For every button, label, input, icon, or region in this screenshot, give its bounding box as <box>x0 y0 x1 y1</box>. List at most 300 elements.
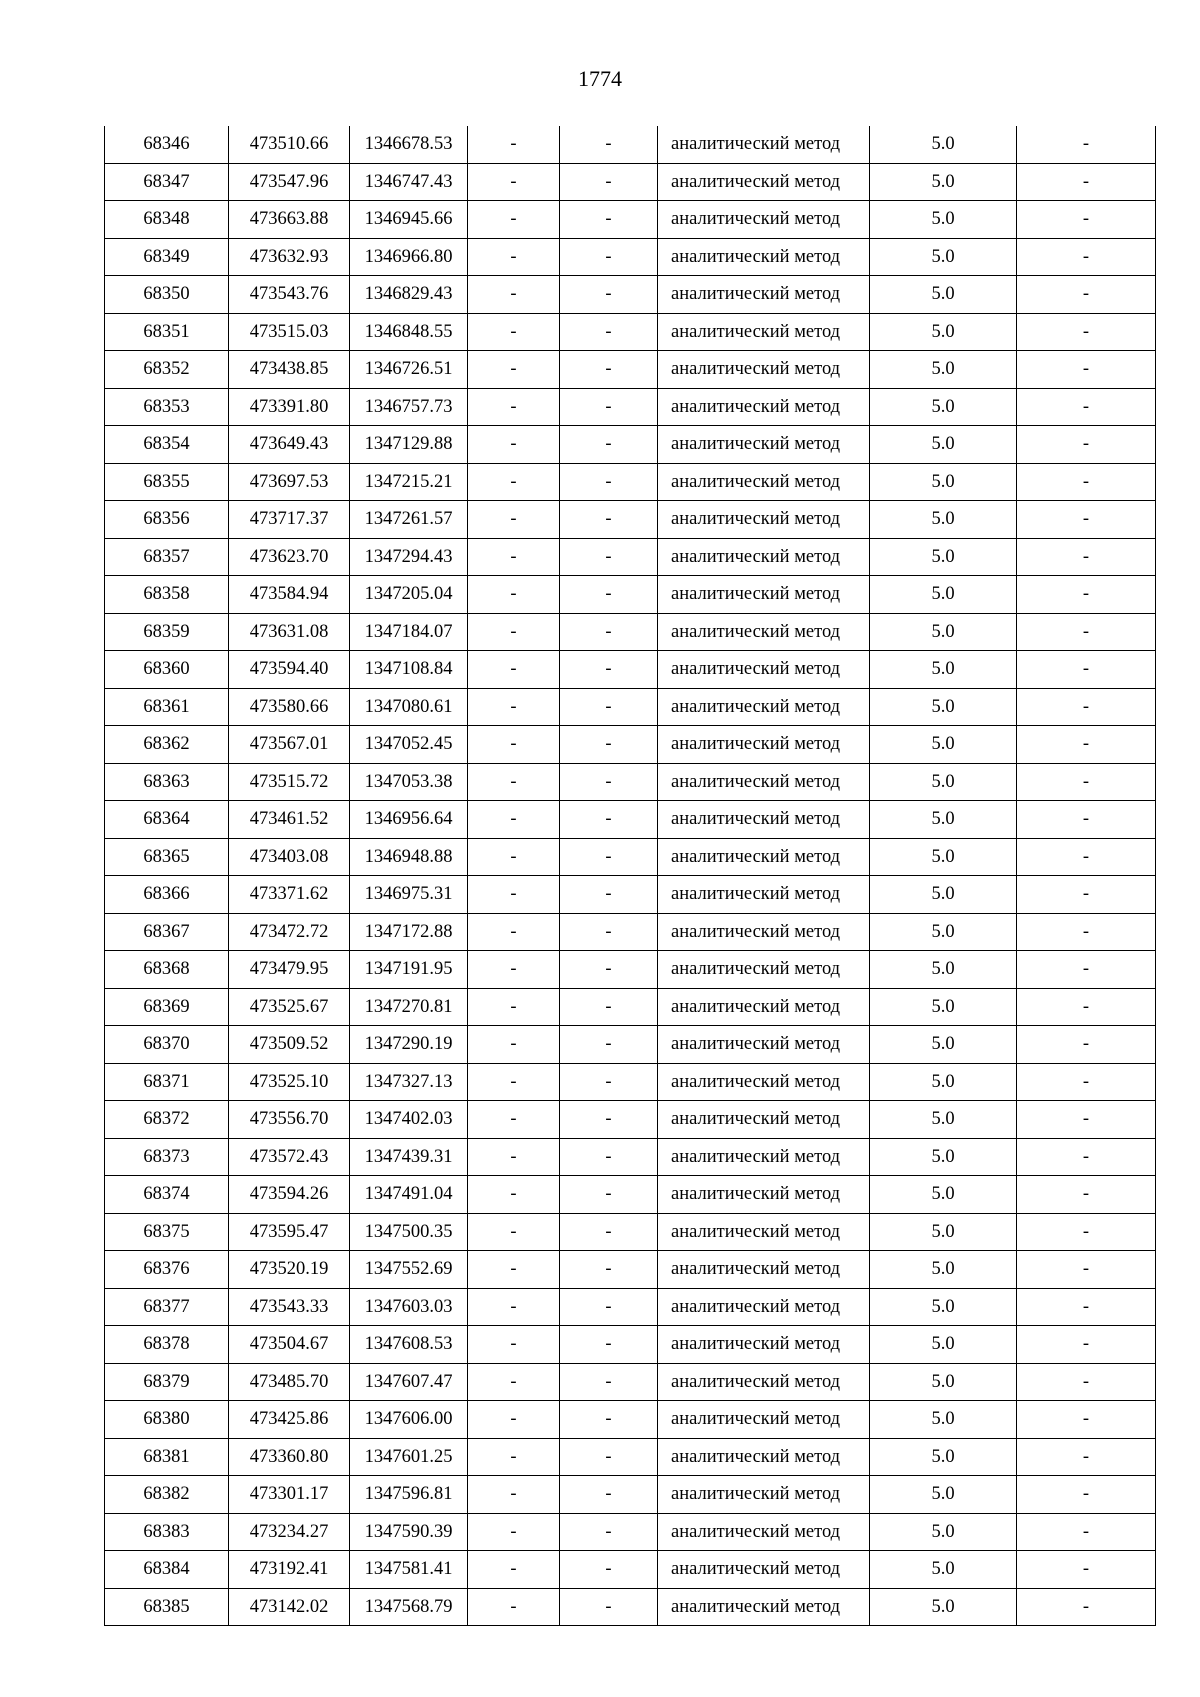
method-cell: аналитический метод <box>658 613 870 651</box>
empty-value-cell: - <box>560 876 658 914</box>
x-coordinate-cell: 473663.88 <box>229 201 350 239</box>
point-number-cell: 68352 <box>105 351 229 389</box>
empty-value-cell: - <box>1017 1063 1156 1101</box>
point-number-cell: 68372 <box>105 1101 229 1139</box>
empty-value-cell: - <box>468 538 560 576</box>
empty-value-cell: - <box>1017 276 1156 314</box>
empty-value-cell: - <box>468 1551 560 1589</box>
y-coordinate-cell: 1347327.13 <box>350 1063 468 1101</box>
empty-value-cell: - <box>468 351 560 389</box>
y-coordinate-cell: 1347294.43 <box>350 538 468 576</box>
method-cell: аналитический метод <box>658 1288 870 1326</box>
table-row <box>105 313 1156 351</box>
y-coordinate-cell: 1347053.38 <box>350 763 468 801</box>
empty-value-cell: - <box>468 1288 560 1326</box>
x-coordinate-cell: 473461.52 <box>229 801 350 839</box>
x-coordinate-cell: 473485.70 <box>229 1363 350 1401</box>
point-number-cell: 68359 <box>105 613 229 651</box>
empty-value-cell: - <box>1017 1438 1156 1476</box>
accuracy-cell: 5.0 <box>870 988 1017 1026</box>
accuracy-cell: 5.0 <box>870 126 1017 163</box>
empty-value-cell: - <box>560 576 658 614</box>
table-row <box>105 1063 1156 1101</box>
empty-value-cell: - <box>1017 538 1156 576</box>
point-number-cell: 68365 <box>105 838 229 876</box>
empty-value-cell: - <box>468 1588 560 1626</box>
x-coordinate-cell: 473567.01 <box>229 726 350 764</box>
y-coordinate-cell: 1347439.31 <box>350 1138 468 1176</box>
empty-value-cell: - <box>560 913 658 951</box>
table-row <box>105 238 1156 276</box>
table-row <box>105 1176 1156 1214</box>
empty-value-cell: - <box>560 126 658 163</box>
empty-value-cell: - <box>560 388 658 426</box>
point-number-cell: 68376 <box>105 1251 229 1289</box>
table-row <box>105 1476 1156 1514</box>
y-coordinate-cell: 1347402.03 <box>350 1101 468 1139</box>
empty-value-cell: - <box>468 126 560 163</box>
accuracy-cell: 5.0 <box>870 201 1017 239</box>
empty-value-cell: - <box>1017 1588 1156 1626</box>
empty-value-cell: - <box>560 763 658 801</box>
empty-value-cell: - <box>468 688 560 726</box>
accuracy-cell: 5.0 <box>870 1063 1017 1101</box>
accuracy-cell: 5.0 <box>870 351 1017 389</box>
empty-value-cell: - <box>1017 688 1156 726</box>
y-coordinate-cell: 1347568.79 <box>350 1588 468 1626</box>
accuracy-cell: 5.0 <box>870 163 1017 201</box>
empty-value-cell: - <box>468 1026 560 1064</box>
table-row <box>105 1288 1156 1326</box>
empty-value-cell: - <box>1017 876 1156 914</box>
x-coordinate-cell: 473631.08 <box>229 613 350 651</box>
x-coordinate-cell: 473649.43 <box>229 426 350 464</box>
y-coordinate-cell: 1347590.39 <box>350 1513 468 1551</box>
accuracy-cell: 5.0 <box>870 1026 1017 1064</box>
accuracy-cell: 5.0 <box>870 651 1017 689</box>
method-cell: аналитический метод <box>658 651 870 689</box>
empty-value-cell: - <box>560 501 658 539</box>
table-row <box>105 838 1156 876</box>
accuracy-cell: 5.0 <box>870 313 1017 351</box>
method-cell: аналитический метод <box>658 351 870 389</box>
table-row <box>105 1588 1156 1626</box>
empty-value-cell: - <box>1017 463 1156 501</box>
empty-value-cell: - <box>560 1026 658 1064</box>
empty-value-cell: - <box>1017 1026 1156 1064</box>
point-number-cell: 68385 <box>105 1588 229 1626</box>
empty-value-cell: - <box>560 801 658 839</box>
method-cell: аналитический метод <box>658 538 870 576</box>
x-coordinate-cell: 473580.66 <box>229 688 350 726</box>
table-row <box>105 876 1156 914</box>
x-coordinate-cell: 473438.85 <box>229 351 350 389</box>
accuracy-cell: 5.0 <box>870 913 1017 951</box>
table-row <box>105 351 1156 389</box>
x-coordinate-cell: 473594.26 <box>229 1176 350 1214</box>
empty-value-cell: - <box>1017 501 1156 539</box>
empty-value-cell: - <box>560 651 658 689</box>
y-coordinate-cell: 1347581.41 <box>350 1551 468 1589</box>
point-number-cell: 68360 <box>105 651 229 689</box>
empty-value-cell: - <box>468 1476 560 1514</box>
y-coordinate-cell: 1346678.53 <box>350 126 468 163</box>
accuracy-cell: 5.0 <box>870 238 1017 276</box>
empty-value-cell: - <box>468 1401 560 1439</box>
method-cell: аналитический метод <box>658 1101 870 1139</box>
point-number-cell: 68356 <box>105 501 229 539</box>
empty-value-cell: - <box>468 1063 560 1101</box>
empty-value-cell: - <box>560 1551 658 1589</box>
y-coordinate-cell: 1347491.04 <box>350 1176 468 1214</box>
accuracy-cell: 5.0 <box>870 876 1017 914</box>
empty-value-cell: - <box>468 1101 560 1139</box>
empty-value-cell: - <box>468 651 560 689</box>
table-row <box>105 201 1156 239</box>
empty-value-cell: - <box>560 1401 658 1439</box>
method-cell: аналитический метод <box>658 201 870 239</box>
empty-value-cell: - <box>560 1063 658 1101</box>
empty-value-cell: - <box>1017 388 1156 426</box>
y-coordinate-cell: 1346829.43 <box>350 276 468 314</box>
method-cell: аналитический метод <box>658 163 870 201</box>
x-coordinate-cell: 473697.53 <box>229 463 350 501</box>
table-row <box>105 1513 1156 1551</box>
empty-value-cell: - <box>560 201 658 239</box>
method-cell: аналитический метод <box>658 688 870 726</box>
method-cell: аналитический метод <box>658 1176 870 1214</box>
x-coordinate-cell: 473504.67 <box>229 1326 350 1364</box>
table-row <box>105 388 1156 426</box>
empty-value-cell: - <box>468 163 560 201</box>
y-coordinate-cell: 1347603.03 <box>350 1288 468 1326</box>
empty-value-cell: - <box>560 613 658 651</box>
empty-value-cell: - <box>560 1363 658 1401</box>
accuracy-cell: 5.0 <box>870 801 1017 839</box>
empty-value-cell: - <box>468 388 560 426</box>
table-row <box>105 1213 1156 1251</box>
empty-value-cell: - <box>468 501 560 539</box>
empty-value-cell: - <box>468 1138 560 1176</box>
point-number-cell: 68351 <box>105 313 229 351</box>
accuracy-cell: 5.0 <box>870 1438 1017 1476</box>
accuracy-cell: 5.0 <box>870 1326 1017 1364</box>
empty-value-cell: - <box>468 1251 560 1289</box>
empty-value-cell: - <box>468 838 560 876</box>
method-cell: аналитический метод <box>658 1213 870 1251</box>
empty-value-cell: - <box>560 1176 658 1214</box>
point-number-cell: 68363 <box>105 763 229 801</box>
empty-value-cell: - <box>560 1138 658 1176</box>
empty-value-cell: - <box>468 951 560 989</box>
method-cell: аналитический метод <box>658 1363 870 1401</box>
point-number-cell: 68361 <box>105 688 229 726</box>
empty-value-cell: - <box>560 1588 658 1626</box>
empty-value-cell: - <box>468 913 560 951</box>
x-coordinate-cell: 473234.27 <box>229 1513 350 1551</box>
empty-value-cell: - <box>468 876 560 914</box>
table-row <box>105 613 1156 651</box>
point-number-cell: 68380 <box>105 1401 229 1439</box>
method-cell: аналитический метод <box>658 501 870 539</box>
empty-value-cell: - <box>560 276 658 314</box>
table-row <box>105 126 1156 163</box>
y-coordinate-cell: 1347500.35 <box>350 1213 468 1251</box>
point-number-cell: 68357 <box>105 538 229 576</box>
table-row <box>105 726 1156 764</box>
accuracy-cell: 5.0 <box>870 1138 1017 1176</box>
method-cell: аналитический метод <box>658 238 870 276</box>
empty-value-cell: - <box>468 763 560 801</box>
y-coordinate-cell: 1346966.80 <box>350 238 468 276</box>
empty-value-cell: - <box>560 1213 658 1251</box>
x-coordinate-cell: 473371.62 <box>229 876 350 914</box>
accuracy-cell: 5.0 <box>870 388 1017 426</box>
method-cell: аналитический метод <box>658 1026 870 1064</box>
empty-value-cell: - <box>560 988 658 1026</box>
empty-value-cell: - <box>1017 238 1156 276</box>
empty-value-cell: - <box>1017 351 1156 389</box>
point-number-cell: 68362 <box>105 726 229 764</box>
accuracy-cell: 5.0 <box>870 1288 1017 1326</box>
y-coordinate-cell: 1347215.21 <box>350 463 468 501</box>
empty-value-cell: - <box>468 276 560 314</box>
empty-value-cell: - <box>560 163 658 201</box>
method-cell: аналитический метод <box>658 951 870 989</box>
table-row <box>105 1438 1156 1476</box>
empty-value-cell: - <box>468 1326 560 1364</box>
table-row <box>105 1551 1156 1589</box>
table-row <box>105 163 1156 201</box>
point-number-cell: 68369 <box>105 988 229 1026</box>
table-row <box>105 763 1156 801</box>
x-coordinate-cell: 473623.70 <box>229 538 350 576</box>
method-cell: аналитический метод <box>658 801 870 839</box>
empty-value-cell: - <box>1017 426 1156 464</box>
table-row <box>105 1026 1156 1064</box>
empty-value-cell: - <box>560 1326 658 1364</box>
point-number-cell: 68349 <box>105 238 229 276</box>
y-coordinate-cell: 1347191.95 <box>350 951 468 989</box>
point-number-cell: 68346 <box>105 126 229 163</box>
table-row <box>105 651 1156 689</box>
table-row <box>105 801 1156 839</box>
x-coordinate-cell: 473632.93 <box>229 238 350 276</box>
point-number-cell: 68354 <box>105 426 229 464</box>
table-row <box>105 426 1156 464</box>
method-cell: аналитический метод <box>658 763 870 801</box>
point-number-cell: 68348 <box>105 201 229 239</box>
empty-value-cell: - <box>1017 763 1156 801</box>
x-coordinate-cell: 473543.76 <box>229 276 350 314</box>
empty-value-cell: - <box>1017 1251 1156 1289</box>
y-coordinate-cell: 1346975.31 <box>350 876 468 914</box>
point-number-cell: 68367 <box>105 913 229 951</box>
empty-value-cell: - <box>1017 313 1156 351</box>
x-coordinate-cell: 473525.10 <box>229 1063 350 1101</box>
empty-value-cell: - <box>560 426 658 464</box>
empty-value-cell: - <box>468 801 560 839</box>
empty-value-cell: - <box>468 726 560 764</box>
x-coordinate-cell: 473543.33 <box>229 1288 350 1326</box>
empty-value-cell: - <box>560 1101 658 1139</box>
accuracy-cell: 5.0 <box>870 463 1017 501</box>
x-coordinate-cell: 473717.37 <box>229 501 350 539</box>
x-coordinate-cell: 473584.94 <box>229 576 350 614</box>
x-coordinate-cell: 473192.41 <box>229 1551 350 1589</box>
y-coordinate-cell: 1347290.19 <box>350 1026 468 1064</box>
accuracy-cell: 5.0 <box>870 688 1017 726</box>
empty-value-cell: - <box>1017 951 1156 989</box>
y-coordinate-cell: 1347601.25 <box>350 1438 468 1476</box>
method-cell: аналитический метод <box>658 313 870 351</box>
accuracy-cell: 5.0 <box>870 538 1017 576</box>
accuracy-cell: 5.0 <box>870 1363 1017 1401</box>
y-coordinate-cell: 1347108.84 <box>350 651 468 689</box>
table-row <box>105 1326 1156 1364</box>
empty-value-cell: - <box>560 1288 658 1326</box>
y-coordinate-cell: 1346848.55 <box>350 313 468 351</box>
method-cell: аналитический метод <box>658 726 870 764</box>
method-cell: аналитический метод <box>658 1063 870 1101</box>
point-number-cell: 68383 <box>105 1513 229 1551</box>
empty-value-cell: - <box>1017 1551 1156 1589</box>
empty-value-cell: - <box>1017 801 1156 839</box>
table-row <box>105 538 1156 576</box>
accuracy-cell: 5.0 <box>870 1588 1017 1626</box>
y-coordinate-cell: 1347606.00 <box>350 1401 468 1439</box>
table-row <box>105 688 1156 726</box>
point-number-cell: 68378 <box>105 1326 229 1364</box>
point-number-cell: 68373 <box>105 1138 229 1176</box>
accuracy-cell: 5.0 <box>870 501 1017 539</box>
table-row <box>105 988 1156 1026</box>
method-cell: аналитический метод <box>658 1401 870 1439</box>
x-coordinate-cell: 473391.80 <box>229 388 350 426</box>
x-coordinate-cell: 473509.52 <box>229 1026 350 1064</box>
x-coordinate-cell: 473301.17 <box>229 1476 350 1514</box>
empty-value-cell: - <box>468 426 560 464</box>
method-cell: аналитический метод <box>658 426 870 464</box>
x-coordinate-cell: 473547.96 <box>229 163 350 201</box>
table-row <box>105 913 1156 951</box>
empty-value-cell: - <box>1017 1326 1156 1364</box>
method-cell: аналитический метод <box>658 576 870 614</box>
empty-value-cell: - <box>1017 1101 1156 1139</box>
empty-value-cell: - <box>560 463 658 501</box>
accuracy-cell: 5.0 <box>870 1401 1017 1439</box>
method-cell: аналитический метод <box>658 276 870 314</box>
empty-value-cell: - <box>1017 1401 1156 1439</box>
x-coordinate-cell: 473472.72 <box>229 913 350 951</box>
empty-value-cell: - <box>560 1438 658 1476</box>
method-cell: аналитический метод <box>658 1551 870 1589</box>
empty-value-cell: - <box>468 1176 560 1214</box>
empty-value-cell: - <box>468 238 560 276</box>
empty-value-cell: - <box>1017 126 1156 163</box>
accuracy-cell: 5.0 <box>870 726 1017 764</box>
empty-value-cell: - <box>1017 613 1156 651</box>
accuracy-cell: 5.0 <box>870 1101 1017 1139</box>
y-coordinate-cell: 1347261.57 <box>350 501 468 539</box>
empty-value-cell: - <box>468 1438 560 1476</box>
empty-value-cell: - <box>1017 838 1156 876</box>
y-coordinate-cell: 1347607.47 <box>350 1363 468 1401</box>
accuracy-cell: 5.0 <box>870 838 1017 876</box>
empty-value-cell: - <box>560 238 658 276</box>
table-row <box>105 501 1156 539</box>
y-coordinate-cell: 1346747.43 <box>350 163 468 201</box>
y-coordinate-cell: 1346726.51 <box>350 351 468 389</box>
point-number-cell: 68366 <box>105 876 229 914</box>
empty-value-cell: - <box>1017 1476 1156 1514</box>
empty-value-cell: - <box>468 1213 560 1251</box>
empty-value-cell: - <box>560 351 658 389</box>
accuracy-cell: 5.0 <box>870 1213 1017 1251</box>
y-coordinate-cell: 1346948.88 <box>350 838 468 876</box>
method-cell: аналитический метод <box>658 988 870 1026</box>
empty-value-cell: - <box>560 538 658 576</box>
accuracy-cell: 5.0 <box>870 426 1017 464</box>
x-coordinate-cell: 473572.43 <box>229 1138 350 1176</box>
y-coordinate-cell: 1347184.07 <box>350 613 468 651</box>
empty-value-cell: - <box>1017 1288 1156 1326</box>
accuracy-cell: 5.0 <box>870 276 1017 314</box>
point-number-cell: 68377 <box>105 1288 229 1326</box>
empty-value-cell: - <box>560 1251 658 1289</box>
y-coordinate-cell: 1347172.88 <box>350 913 468 951</box>
accuracy-cell: 5.0 <box>870 1513 1017 1551</box>
x-coordinate-cell: 473595.47 <box>229 1213 350 1251</box>
accuracy-cell: 5.0 <box>870 1551 1017 1589</box>
x-coordinate-cell: 473525.67 <box>229 988 350 1026</box>
table-row <box>105 276 1156 314</box>
accuracy-cell: 5.0 <box>870 1176 1017 1214</box>
empty-value-cell: - <box>1017 913 1156 951</box>
empty-value-cell: - <box>1017 651 1156 689</box>
y-coordinate-cell: 1347270.81 <box>350 988 468 1026</box>
method-cell: аналитический метод <box>658 126 870 163</box>
method-cell: аналитический метод <box>658 1588 870 1626</box>
method-cell: аналитический метод <box>658 1476 870 1514</box>
accuracy-cell: 5.0 <box>870 951 1017 989</box>
table-row <box>105 576 1156 614</box>
point-number-cell: 68355 <box>105 463 229 501</box>
accuracy-cell: 5.0 <box>870 763 1017 801</box>
coordinates-table <box>104 126 1156 1626</box>
method-cell: аналитический метод <box>658 463 870 501</box>
y-coordinate-cell: 1347608.53 <box>350 1326 468 1364</box>
empty-value-cell: - <box>1017 576 1156 614</box>
empty-value-cell: - <box>1017 1138 1156 1176</box>
point-number-cell: 68347 <box>105 163 229 201</box>
x-coordinate-cell: 473515.72 <box>229 763 350 801</box>
point-number-cell: 68368 <box>105 951 229 989</box>
empty-value-cell: - <box>468 576 560 614</box>
empty-value-cell: - <box>1017 1363 1156 1401</box>
empty-value-cell: - <box>468 1363 560 1401</box>
empty-value-cell: - <box>560 726 658 764</box>
method-cell: аналитический метод <box>658 838 870 876</box>
y-coordinate-cell: 1347080.61 <box>350 688 468 726</box>
x-coordinate-cell: 473142.02 <box>229 1588 350 1626</box>
point-number-cell: 68364 <box>105 801 229 839</box>
empty-value-cell: - <box>1017 988 1156 1026</box>
y-coordinate-cell: 1347552.69 <box>350 1251 468 1289</box>
empty-value-cell: - <box>468 613 560 651</box>
empty-value-cell: - <box>560 838 658 876</box>
method-cell: аналитический метод <box>658 1138 870 1176</box>
